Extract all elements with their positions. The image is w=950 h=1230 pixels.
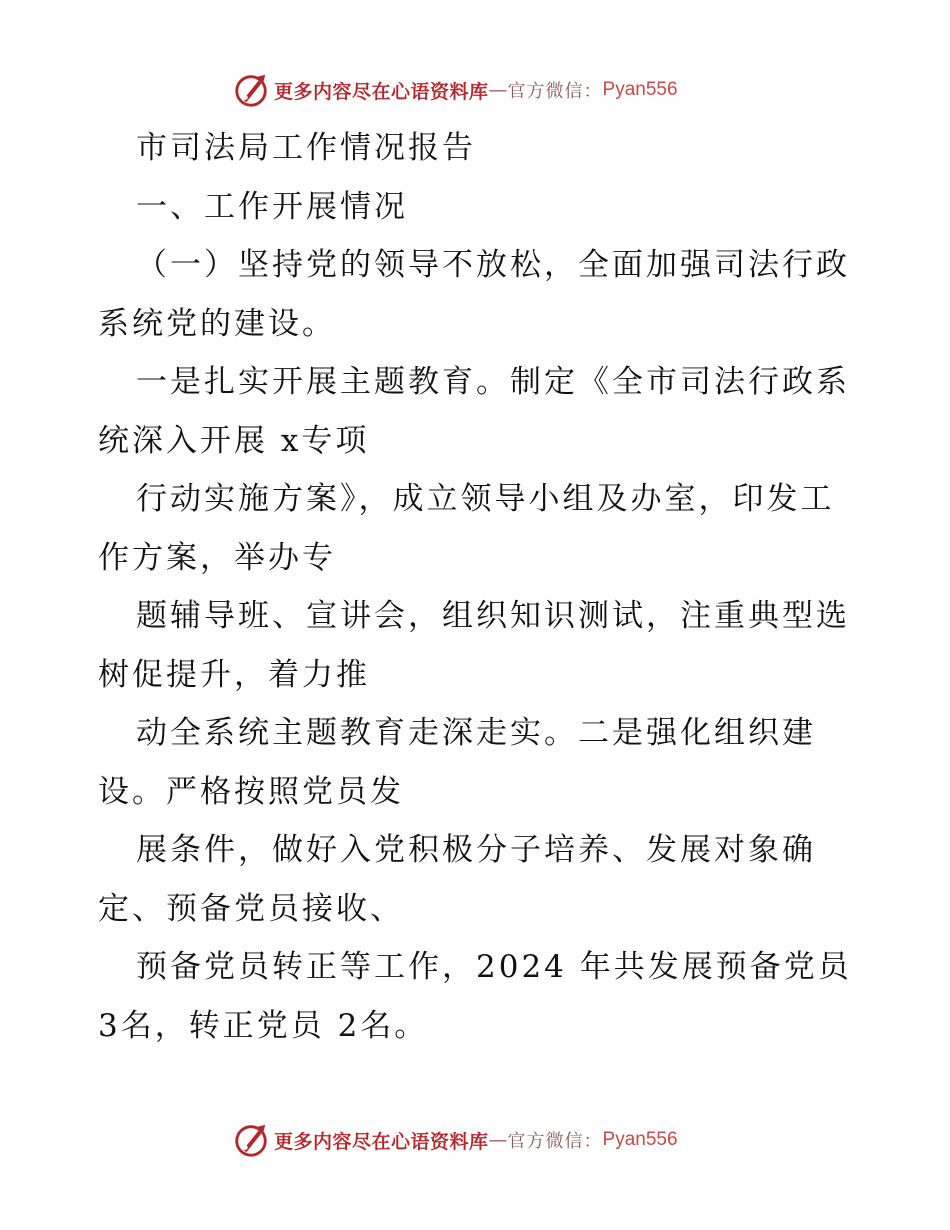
paragraph-line: 题辅导班、宣讲会，组织知识测试，注重典型选 [136,598,850,634]
paragraph-line: 统深入开展 x专项 [98,422,370,459]
paragraph-line: 一是扎实开展主题教育。制定《全市司法行政系 [136,364,850,400]
banner-wechat-id: Pyan556 [602,79,678,100]
banner-wechat-label: 官方微信： [507,1131,603,1152]
paragraph-line: 作方案，举办专 [98,539,336,576]
quill-seal-icon [232,71,270,109]
quill-seal-icon [232,1121,270,1159]
paragraph-line: 展条件，做好入党积极分子培养、发展对象确 [136,832,816,868]
section-heading: 一、工作开展情况 [136,188,408,225]
banner-wechat-label: 官方微信： [507,81,603,102]
paragraph-line: 行动实施方案》，成立领导小组及办室，印发工 [136,481,835,517]
subsection-heading: （一）坚持党的领导不放松，全面加强司法行政 [136,247,850,283]
document-title: 市司法局工作情况报告 [136,130,476,166]
banner-wechat-id: Pyan556 [602,1129,678,1150]
subsection-heading-cont: 系统党的建设。 [98,305,336,342]
banner-text: 更多内容尽在心语资料库 [274,1130,489,1153]
header-banner [232,70,722,110]
paragraph-line: 树促提升，着力推 [98,656,370,693]
banner-separator: — [488,79,508,101]
paragraph-line: 预备党员转正等工作，2024 年共发展预备党员 [136,949,852,985]
paragraph-line: 定、预备党员接收、 [98,890,404,927]
document-body [98,119,858,1055]
paragraph-line: 3名，转正党员 2名。 [98,1007,429,1044]
banner-text: 更多内容尽在心语资料库 [274,80,489,103]
banner-separator: — [488,1129,508,1151]
paragraph-line: 动全系统主题教育走深走实。二是强化组织建 [136,715,816,751]
footer-banner [232,1120,722,1160]
paragraph-line: 设。严格按照党员发 [98,773,404,810]
